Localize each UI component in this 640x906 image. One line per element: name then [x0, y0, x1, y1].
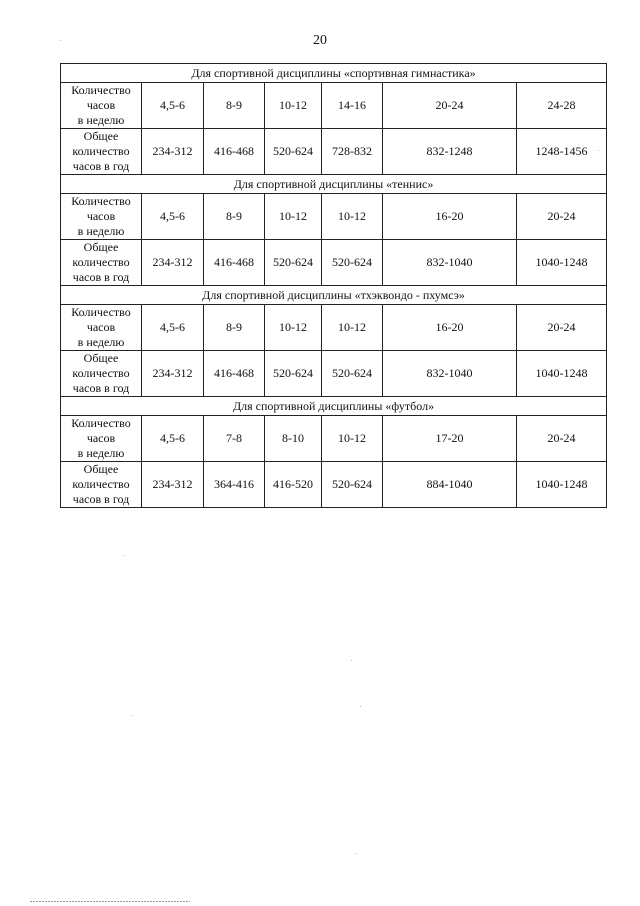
section-title: Для спортивной дисциплины «тхэквондо - пхумсэ» [61, 286, 607, 305]
yearly-hours-cell: 520-624 [322, 240, 383, 286]
scan-speck [355, 853, 356, 854]
weekly-hours-row [61, 83, 607, 129]
scan-edge-line [30, 901, 190, 902]
yearly-hours-cell: 832-1248 [383, 129, 517, 175]
weekly-hours-cell: 7-8 [204, 416, 265, 462]
weekly-hours-cell: 14-16 [322, 83, 383, 129]
yearly-hours-cell: 416-520 [265, 462, 322, 508]
yearly-hours-cell: 1040-1248 [517, 240, 607, 286]
yearly-hours-cell: 728-832 [322, 129, 383, 175]
yearly-hours-cell: 416-468 [204, 351, 265, 397]
yearly-hours-cell: 520-624 [265, 129, 322, 175]
row-label-yearly: Общее количество часов в год [61, 462, 142, 508]
row-label-yearly: Общее количество часов в год [61, 351, 142, 397]
weekly-hours-cell: 8-9 [204, 305, 265, 351]
yearly-hours-cell: 1040-1248 [517, 351, 607, 397]
row-label-weekly: Количество часов в неделю [61, 305, 142, 351]
section-header-row [61, 397, 607, 416]
scan-speck [351, 660, 352, 661]
scan-speck [598, 150, 599, 151]
yearly-hours-cell: 364-416 [204, 462, 265, 508]
row-label-weekly: Количество часов в неделю [61, 416, 142, 462]
yearly-hours-cell: 234-312 [142, 462, 204, 508]
yearly-hours-cell: 520-624 [322, 351, 383, 397]
weekly-hours-cell: 20-24 [517, 305, 607, 351]
weekly-hours-cell: 4,5-6 [142, 416, 204, 462]
weekly-hours-cell: 8-9 [204, 194, 265, 240]
weekly-hours-cell: 10-12 [265, 194, 322, 240]
yearly-hours-cell: 416-468 [204, 240, 265, 286]
section-title: Для спортивной дисциплины «футбол» [61, 397, 607, 416]
yearly-hours-row [61, 462, 607, 508]
yearly-hours-row [61, 351, 607, 397]
yearly-hours-cell: 884-1040 [383, 462, 517, 508]
yearly-hours-cell: 520-624 [265, 351, 322, 397]
row-label-weekly: Количество часов в неделю [61, 194, 142, 240]
weekly-hours-cell: 20-24 [383, 83, 517, 129]
scan-speck [360, 706, 361, 707]
weekly-hours-cell: 4,5-6 [142, 305, 204, 351]
weekly-hours-cell: 4,5-6 [142, 194, 204, 240]
weekly-hours-cell: 10-12 [322, 305, 383, 351]
section-title: Для спортивной дисциплины «теннис» [61, 175, 607, 194]
section-header-row [61, 64, 607, 83]
row-label-yearly: Общее количество часов в год [61, 240, 142, 286]
yearly-hours-cell: 832-1040 [383, 351, 517, 397]
training-hours-table [60, 63, 607, 508]
weekly-hours-cell: 17-20 [383, 416, 517, 462]
weekly-hours-row [61, 416, 607, 462]
scan-speck [131, 715, 132, 716]
yearly-hours-cell: 1040-1248 [517, 462, 607, 508]
yearly-hours-cell: 234-312 [142, 351, 204, 397]
yearly-hours-row [61, 129, 607, 175]
weekly-hours-cell: 16-20 [383, 194, 517, 240]
yearly-hours-cell: 234-312 [142, 240, 204, 286]
weekly-hours-cell: 10-12 [322, 194, 383, 240]
scan-speck [60, 40, 61, 41]
yearly-hours-cell: 1248-1456 [517, 129, 607, 175]
section-title: Для спортивной дисциплины «спортивная гимнастика» [61, 64, 607, 83]
weekly-hours-cell: 10-12 [322, 416, 383, 462]
weekly-hours-row [61, 194, 607, 240]
weekly-hours-cell: 20-24 [517, 194, 607, 240]
yearly-hours-cell: 520-624 [322, 462, 383, 508]
section-header-row [61, 286, 607, 305]
section-header-row [61, 175, 607, 194]
scan-speck [123, 555, 124, 556]
page-number: 20 [313, 33, 327, 48]
weekly-hours-cell: 10-12 [265, 83, 322, 129]
row-label-yearly: Общее количество часов в год [61, 129, 142, 175]
yearly-hours-cell: 234-312 [142, 129, 204, 175]
weekly-hours-cell: 8-9 [204, 83, 265, 129]
yearly-hours-cell: 416-468 [204, 129, 265, 175]
yearly-hours-cell: 520-624 [265, 240, 322, 286]
weekly-hours-cell: 4,5-6 [142, 83, 204, 129]
weekly-hours-cell: 8-10 [265, 416, 322, 462]
yearly-hours-row [61, 240, 607, 286]
weekly-hours-cell: 24-28 [517, 83, 607, 129]
weekly-hours-cell: 10-12 [265, 305, 322, 351]
yearly-hours-cell: 832-1040 [383, 240, 517, 286]
row-label-weekly: Количество часов в неделю [61, 83, 142, 129]
weekly-hours-cell: 16-20 [383, 305, 517, 351]
weekly-hours-cell: 20-24 [517, 416, 607, 462]
weekly-hours-row [61, 305, 607, 351]
